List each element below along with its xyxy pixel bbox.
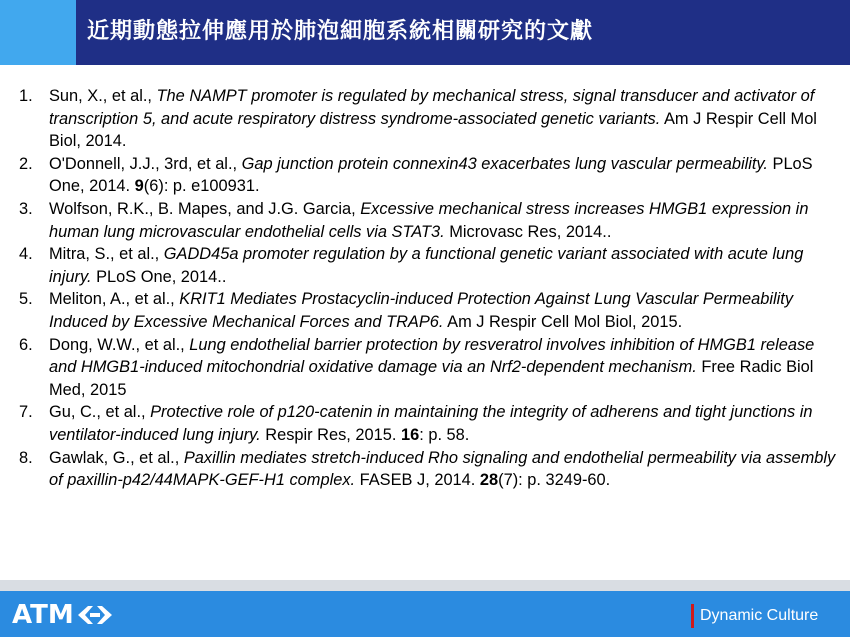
reference-number: 6. xyxy=(19,335,33,354)
reference-journal: Respir Res, 2015. xyxy=(260,425,401,444)
reference-item xyxy=(12,198,842,243)
reference-number: 4. xyxy=(19,245,33,264)
title-bar xyxy=(0,0,850,65)
reference-title: The NAMPT promoter is regulated by mechanical stress, signal transducer and activator of transcription 5, and acute respiratory distress syndrome-associated genetic variants. xyxy=(49,87,815,128)
reference-journal: PLoS One, 2014. xyxy=(49,154,813,196)
reference-item xyxy=(12,447,842,492)
reference-number: 1. xyxy=(19,87,33,105)
reference-authors: Meliton, A., et al., xyxy=(49,290,180,309)
reference-authors: Dong, W.W., et al., xyxy=(49,335,190,354)
reference-volume: 16 xyxy=(400,425,420,444)
reference-title: Protective role of p120-catenin in maintaining the integrity of adherens and tight junctions in ventilator-induced lung injury. xyxy=(49,403,813,444)
logo-text: ATM xyxy=(12,600,74,630)
reference-journal: FASEB J, 2014. xyxy=(355,471,480,490)
reference-pages: (6): p. e100931. xyxy=(143,177,260,196)
reference-item xyxy=(12,243,842,288)
reference-item xyxy=(12,334,842,402)
reference-pages: : p. 58. xyxy=(419,425,470,444)
reference-title: Lung endothelial barrier protection by resveratrol involves inhibition of HMGB1 release and HMGB1-induced mitochondrial oxidative damage via an Nrf2-dependent mechanism. xyxy=(49,335,815,377)
reference-volume: 9 xyxy=(134,177,144,196)
tagline-accent-bar xyxy=(691,604,694,628)
reference-title: Gap junction protein connexin43 exacerbates lung vascular permeability. xyxy=(241,154,768,173)
footer-divider xyxy=(0,580,850,591)
reference-authors: Gu, C., et al., xyxy=(49,403,151,422)
reference-journal: Am J Respir Cell Mol Biol, 2015. xyxy=(443,312,683,331)
slide-title: 近期動態拉伸應用於肺泡細胞系統相關研究的文獻 xyxy=(87,19,594,44)
reference-authors: Wolfson, R.K., B. Mapes, and J.G. Garcia, xyxy=(49,199,361,218)
reference-authors: Mitra, S., et al., xyxy=(49,245,164,264)
reference-item xyxy=(12,401,842,446)
reference-title: Paxillin mediates stretch-induced Rho signaling and endothelial permeability via assembly of paxillin-p42/44MAPK-GEF-H1 complex. xyxy=(49,448,836,490)
reference-journal: Free Radic Biol Med, 2015 xyxy=(49,358,814,399)
reference-number: 7. xyxy=(19,403,33,422)
reference-item xyxy=(12,85,842,153)
reference-item xyxy=(12,153,842,198)
title-accent-block xyxy=(0,0,76,65)
reference-title: GADD45a promoter regulation by a functional genetic variant associated with acute lung injury. xyxy=(49,245,804,286)
reference-journal: Microvasc Res, 2014.. xyxy=(444,222,612,241)
double-chevron-icon xyxy=(76,604,114,626)
reference-authors: Sun, X., et al., xyxy=(49,87,157,105)
reference-pages: (7): p. 3249-60. xyxy=(498,471,611,490)
reference-number: 2. xyxy=(19,154,33,173)
reference-item xyxy=(12,288,842,333)
footer-tagline xyxy=(691,604,818,628)
reference-title: Excessive mechanical stress increases HMGB1 expression in human lung microvascular endothelial cells via STAT3. xyxy=(49,199,809,241)
atm-logo xyxy=(12,598,114,632)
tagline-text: Dynamic Culture xyxy=(700,607,819,624)
reference-volume: 28 xyxy=(479,471,499,490)
reference-journal: PLoS One, 2014.. xyxy=(91,267,227,286)
reference-authors: O'Donnell, J.J., 3rd, et al., xyxy=(49,154,242,173)
reference-number: 8. xyxy=(19,448,33,467)
reference-number: 5. xyxy=(19,290,33,309)
reference-number: 3. xyxy=(19,199,33,218)
reference-list xyxy=(12,85,842,492)
reference-authors: Gawlak, G., et al., xyxy=(49,448,184,467)
reference-title: KRIT1 Mediates Prostacyclin-induced Protection Against Lung Vascular Permeability Induced by Excessive Mechanical Forces and TRAP6. xyxy=(49,290,794,331)
reference-journal: Am J Respir Cell Mol Biol, 2014. xyxy=(49,109,817,151)
